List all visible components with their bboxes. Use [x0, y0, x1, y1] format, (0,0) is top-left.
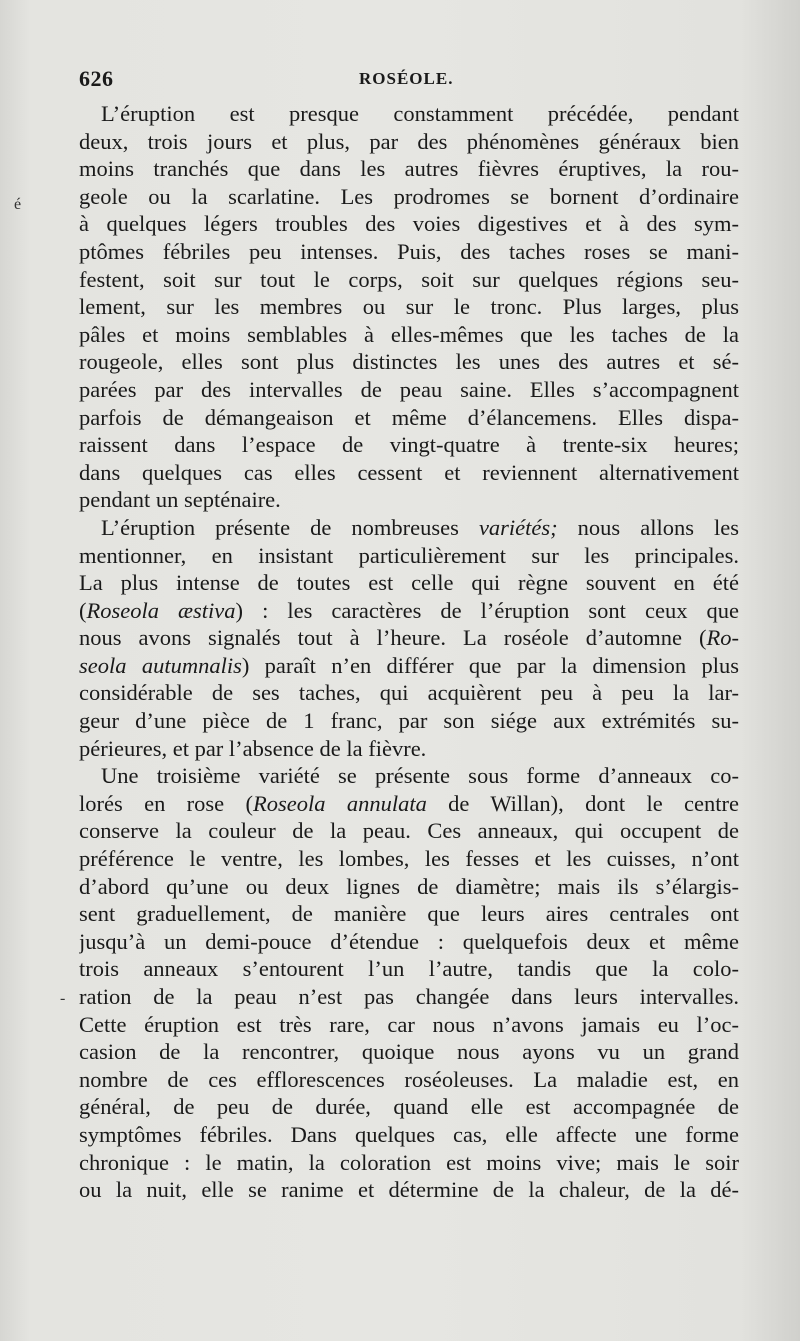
body-text: [79, 100, 739, 1204]
text-line: conserve la couleur de la peau. Ces anneaux, qui occupent de: [79, 818, 739, 844]
text-line: chronique : le matin, la coloration est moins vive; mais le soir: [79, 1149, 739, 1175]
paragraph: [79, 514, 739, 762]
text-line: préférence le ventre, les lombes, les fesses et les cuisses, n’ont: [79, 846, 739, 872]
page-header: [79, 66, 739, 96]
text-line: nous avons signalés tout à l’heure. La roséole d’automne (Ro-: [79, 625, 739, 651]
text-line: La plus intense de toutes est celle qui règne souvent en été: [79, 570, 739, 596]
text-line: parées par des intervalles de peau saine. Elles s’accompagnent: [79, 376, 739, 402]
text-line: Une troisième variété se présente sous forme d’anneaux co-: [101, 763, 739, 789]
text-line: (Roseola æstiva) : les caractères de l’éruption sont ceux que: [79, 597, 739, 623]
text-line: festent, soit sur tout le corps, soit sur quelques régions seu-: [79, 266, 739, 292]
text-line: considérable de ses taches, qui acquièrent peu à peu la lar-: [79, 680, 739, 706]
text-line: ration de la peau n’est pas changée dans leurs intervalles.: [79, 984, 739, 1009]
text-line: dans quelques cas elles cessent et reviennent alternativement: [79, 459, 739, 485]
text-line: deux, trois jours et plus, par des phénomènes généraux bien: [79, 128, 739, 154]
text-line: seola autumnalis) paraît n’en différer que par la dimension plus: [79, 652, 739, 678]
text-line: casion de la rencontrer, quoique nous ayons vu un grand: [79, 1039, 739, 1065]
text-line: sent graduellement, de manière que leurs aires centrales ont: [79, 901, 739, 927]
text-line: nombre de ces efflorescences roséoleuses. La maladie est, en: [79, 1066, 739, 1092]
text-line: lement, sur les membres ou sur le tronc. Plus larges, plus: [79, 294, 739, 320]
text-line: d’abord qu’une ou deux lignes de diamètre; mais ils s’élargis-: [79, 873, 739, 899]
page-number: 626: [79, 66, 114, 91]
text-line: geole ou la scarlatine. Les prodromes se bornent d’ordinaire: [79, 183, 739, 209]
text-line: périeures, et par l’absence de la fièvre.: [79, 735, 427, 761]
text-line: ptômes fébriles peu intenses. Puis, des taches roses se mani-: [79, 238, 739, 264]
text-line: trois anneaux s’entourent l’un l’autre, tandis que la colo-: [79, 956, 739, 982]
text-line: pendant un septénaire.: [79, 487, 281, 513]
text-line: jusqu’à un demi-pouce d’étendue : quelquefois deux et même: [79, 928, 739, 954]
text-line: raissent dans l’espace de vingt-quatre à trente-six heures;: [79, 432, 739, 458]
text-line: lorés en rose (Roseola annulata de Willan), dont le centre: [79, 790, 739, 816]
text-line: L’éruption est presque constamment précédée, pendant: [101, 101, 739, 126]
paragraph: [79, 100, 739, 514]
margin-mark: -: [60, 990, 66, 1007]
text-line: parfois de démangeaison et même d’élancemens. Elles dispa-: [79, 404, 739, 430]
text-line: rougeole, elles sont plus distinctes les unes des autres et sé-: [79, 349, 739, 375]
text-line: Cette éruption est très rare, car nous n’avons jamais eu l’oc-: [79, 1011, 739, 1037]
text-line: moins tranchés que dans les autres fièvres éruptives, la rou-: [79, 156, 739, 182]
text-line: pâles et moins semblables à elles-mêmes que les taches de la: [79, 321, 739, 347]
text-line: geur d’une pièce de 1 franc, par son siége aux extrémités su-: [79, 708, 739, 734]
text-line: ou la nuit, elle se ranime et détermine de la chaleur, de la dé-: [79, 1177, 739, 1203]
paragraph: [79, 762, 739, 1204]
text-line: L’éruption présente de nombreuses variétés; nous allons les: [101, 514, 739, 540]
text-line: symptômes fébriles. Dans quelques cas, elle affecte une forme: [79, 1121, 739, 1147]
text-line: à quelques légers troubles des voies digestives et à des sym-: [79, 211, 739, 237]
margin-mark: é: [14, 196, 22, 213]
text-line: mentionner, en insistant particulièrement sur les principales.: [79, 542, 739, 568]
running-head: ROSÉOLE.: [359, 69, 454, 88]
text-line: général, de peu de durée, quand elle est accompagnée de: [79, 1094, 739, 1120]
